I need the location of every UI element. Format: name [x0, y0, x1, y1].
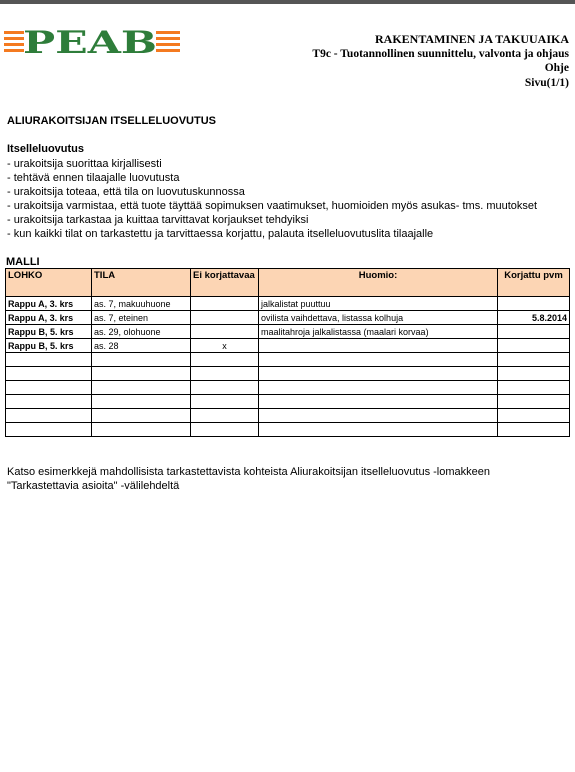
instruction-list	[7, 157, 537, 241]
list-item: - urakoitsija suorittaa kirjallisesti	[7, 158, 162, 170]
cell-huomio	[259, 409, 498, 423]
cell-korjattu-pvm	[498, 339, 570, 353]
cell-huomio: jalkalistat puuttuu	[259, 297, 498, 311]
cell-korjattu-pvm	[498, 367, 570, 381]
cell-huomio	[259, 339, 498, 353]
table-row	[6, 395, 570, 409]
table-row	[6, 381, 570, 395]
section-heading: Itselleluovutus	[7, 143, 85, 155]
cell-tila	[92, 381, 191, 395]
cell-ei-korjattavaa	[191, 395, 259, 409]
cell-tila	[92, 367, 191, 381]
cell-korjattu-pvm	[498, 395, 570, 409]
table-row	[6, 339, 570, 353]
cell-lohko: Rappu B, 5. krs	[6, 325, 92, 339]
list-item: - tehtävä ennen tilaajalle luovutusta	[7, 172, 180, 184]
cell-ei-korjattavaa	[191, 325, 259, 339]
cell-korjattu-pvm	[498, 423, 570, 437]
cell-huomio: ovilista vaihdettava, listassa kolhuja	[259, 311, 498, 325]
table-row	[6, 409, 570, 423]
cell-korjattu-pvm	[498, 409, 570, 423]
cell-lohko	[6, 367, 92, 381]
document-title: ALIURAKOITSIJAN ITSELLELUOVUTUS	[7, 115, 217, 127]
cell-lohko: Rappu A, 3. krs	[6, 311, 92, 325]
table-row	[6, 353, 570, 367]
col-header-ei-korjattavaa: Ei korjattavaa	[191, 269, 259, 297]
list-item: - kun kaikki tilat on tarkastettu ja tarvittaessa korjattu, palauta itselleluovutuslita tilaajalle	[7, 228, 434, 240]
cell-huomio	[259, 395, 498, 409]
table-row	[6, 367, 570, 381]
cell-lohko	[6, 409, 92, 423]
cell-tila	[92, 395, 191, 409]
cell-ei-korjattavaa	[191, 353, 259, 367]
list-item: - urakoitsija varmistaa, että tuote täyttää sopimuksen vaatimukset, huomioiden myös asukas- tms. muutokset	[7, 200, 538, 212]
logo-text: PEAB	[23, 29, 157, 55]
table-row	[6, 311, 570, 325]
model-heading: MALLI	[6, 256, 40, 268]
cell-lohko	[6, 353, 92, 367]
col-header-tila: TILA	[92, 269, 191, 297]
cell-ei-korjattavaa	[191, 311, 259, 325]
header-page: Sivu(1/1)	[524, 76, 569, 89]
logo-stripes-right	[156, 31, 180, 52]
footer-line: "Tarkastettavia asioita" -välilehdeltä	[7, 480, 180, 492]
cell-tila: as. 7, eteinen	[92, 311, 191, 325]
cell-ei-korjattavaa	[191, 423, 259, 437]
cell-korjattu-pvm	[498, 297, 570, 311]
cell-ei-korjattavaa	[191, 381, 259, 395]
cell-lohko	[6, 423, 92, 437]
cell-huomio	[259, 423, 498, 437]
handover-table	[5, 268, 570, 437]
cell-korjattu-pvm	[498, 353, 570, 367]
list-item: - urakoitsija toteaa, että tila on luovutuskunnossa	[7, 186, 245, 198]
cell-lohko: Rappu B, 5. krs	[6, 339, 92, 353]
footer-line: Katso esimerkkejä mahdollisista tarkastettavista kohteista Aliurakoitsijan itselleluovutus -lomakkeen	[7, 466, 491, 478]
cell-ei-korjattavaa	[191, 409, 259, 423]
cell-ei-korjattavaa	[191, 367, 259, 381]
header-doc-type: Ohje	[544, 62, 569, 74]
col-header-korjattu-pvm: Korjattu pvm	[498, 269, 570, 297]
cell-tila: as. 28	[92, 339, 191, 353]
table-row	[6, 297, 570, 311]
cell-huomio	[259, 353, 498, 367]
document-header	[312, 32, 569, 90]
table-row	[6, 325, 570, 339]
cell-korjattu-pvm	[498, 325, 570, 339]
cell-lohko	[6, 381, 92, 395]
cell-tila: as. 29, olohuone	[92, 325, 191, 339]
cell-korjattu-pvm: 5.8.2014	[498, 311, 570, 325]
header-subtitle: T9c - Tuotannollinen suunnittelu, valvonta ja ohjaus	[312, 47, 569, 60]
cell-tila	[92, 409, 191, 423]
top-border	[0, 0, 575, 4]
cell-tila	[92, 353, 191, 367]
cell-lohko: Rappu A, 3. krs	[6, 297, 92, 311]
cell-ei-korjattavaa	[191, 297, 259, 311]
header-title: RAKENTAMINEN JA TAKUUAIKA	[374, 32, 569, 46]
col-header-huomio: Huomio:	[259, 269, 498, 297]
cell-huomio	[259, 367, 498, 381]
cell-tila: as. 7, makuuhuone	[92, 297, 191, 311]
table-body	[6, 297, 570, 437]
cell-ei-korjattavaa: x	[191, 339, 259, 353]
logo-stripes-left	[4, 31, 24, 52]
cell-korjattu-pvm	[498, 381, 570, 395]
table-row	[6, 423, 570, 437]
cell-tila	[92, 423, 191, 437]
cell-lohko	[6, 395, 92, 409]
table-header-row	[6, 269, 570, 297]
peab-logo	[4, 29, 180, 55]
cell-huomio: maalitahroja jalkalistassa (maalari korvaa)	[259, 325, 498, 339]
cell-huomio	[259, 381, 498, 395]
footer-note	[7, 465, 567, 493]
col-header-lohko: LOHKO	[6, 269, 92, 297]
list-item: - urakoitsija tarkastaa ja kuittaa tarvittavat korjaukset tehdyiksi	[7, 214, 309, 226]
